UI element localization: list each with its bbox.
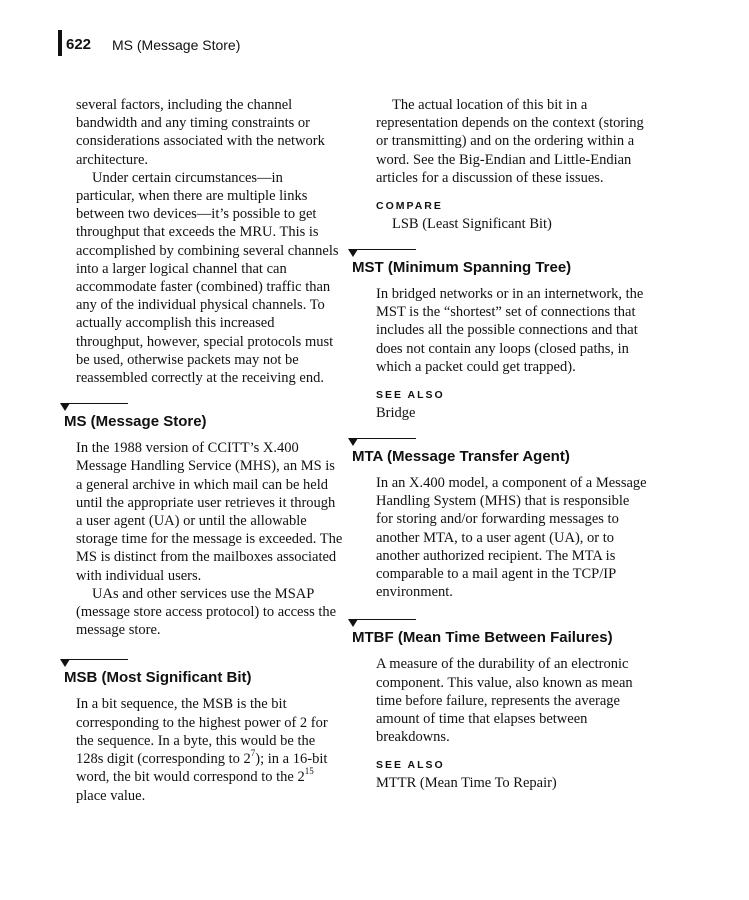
entry-marker-icon [348, 436, 648, 446]
header-rule [58, 30, 62, 56]
entry-heading: MST (Minimum Spanning Tree) [352, 259, 572, 277]
see-also-label: SEE ALSO [376, 759, 445, 772]
running-head: MS (Message Store) [112, 37, 241, 53]
entry-marker-icon [348, 617, 648, 627]
entry-body: In the 1988 version of CCITT’s X.400 Message Handling Service (MHS), an MS is a general archive in which mail can be held until the appropriate user retrieves it through a user agent (UA) or until the allowable storage time for the message is exceeded. The MS is distinct from the mailboxes associated with individual users. [76, 440, 343, 584]
entry-heading: MS (Message Store) [64, 413, 207, 431]
entry-marker-icon [60, 401, 344, 411]
entry-body: In a bit sequence, the MSB is the bit corresponding to the highest power of 2 for the sequence. In a byte, this would be the 128s digit (corresponding to $2^7$); in a 16-bit word, the bit would correspond to the $2^{15}$ place value. [76, 696, 328, 804]
entry-marker-icon [348, 247, 648, 257]
entry-mta [352, 436, 648, 601]
left-column [64, 96, 344, 805]
compare-label: COMPARE [376, 200, 443, 213]
page-number: 622 [66, 36, 92, 53]
see-also-label: SEE ALSO [376, 389, 445, 402]
entry-body: UAs and other services use the MSAP (message store access protocol) to access the message store. [76, 585, 337, 639]
entry-heading: MTA (Message Transfer Agent) [352, 448, 570, 466]
continued-paragraph: The actual location of this bit in a representation depends on the context (storing or transmitting) and on the ordering within a word. See the Big-Endian and Little-Endian articles for a discussion of these issues. [376, 97, 644, 186]
continued-paragraph: several factors, including the channel bandwidth and any timing constraints or considerations associated with the network architecture. [76, 97, 325, 168]
see-also-reference: MTTR (Mean Time To Repair) [376, 775, 557, 792]
entry-marker-icon [60, 657, 344, 667]
continued-paragraph: Under certain circumstances—in particular, when there are multiple links between two devices—it’s possible to get throughput that exceeds the MRU. This is accomplished by combining several channels into a larger logical channel that can accommodate faster (combined) traffic than any of the individual physical channels. To actually accomplish this increased throughput, however, special protocols must be used, otherwise packets may not be reassembled correctly at the receiving end. [76, 169, 339, 387]
entry-heading: MTBF (Mean Time Between Failures) [352, 629, 613, 647]
compare-reference: LSB (Least Significant Bit) [392, 216, 552, 233]
entry-heading: MSB (Most Significant Bit) [64, 669, 252, 687]
entry-body: In an X.400 model, a component of a Message Handling System (MHS) that is responsible for storing and/or forwarding messages to another MTA, to a user agent (UA), or to another authorized recipient. The MTA is comparable to a mail agent in the TCP/IP environment. [376, 475, 647, 601]
entry-mtbf [352, 617, 648, 792]
entry-mst [352, 247, 648, 422]
see-also-reference: Bridge [376, 405, 416, 422]
entry-ms [64, 401, 344, 639]
right-column [352, 96, 648, 792]
entry-body: A measure of the durability of an electronic component. This value, also known as mean time before failure, represents the average amount of time that elapses between breakdowns. [376, 656, 633, 746]
entry-msb [64, 657, 344, 804]
entry-body: In bridged networks or in an internetwork, the MST is the “shortest” set of connections that includes all the possible connections and that does not contain any loops (closed paths, in which a packet could get trapped). [376, 286, 644, 375]
